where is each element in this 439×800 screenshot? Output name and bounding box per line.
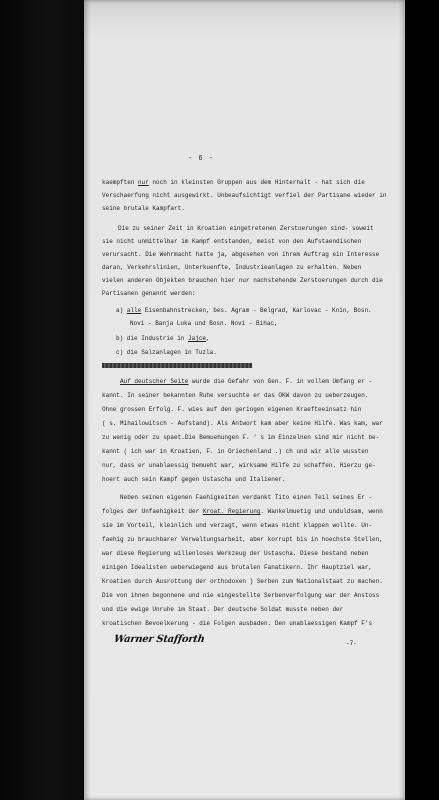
paragraph-1 [102,176,386,215]
underlined-word: nur [138,179,149,186]
text-segment: a) [116,307,127,314]
text-segment: . Wankelmuetig und unduldsam, wenn [260,508,383,515]
text-line: und die ewige Unruhe im Staat. Der deutsche Soldat musste neben der [102,606,344,613]
underlined-phrase: Kroat. Regierung [202,508,261,515]
text-segment: wurde die Gefahr von Gen. F. in vollem Umfang er - [188,378,373,385]
text-line: war diese Regierung willenloses Werkzeug der Ustascha. Diese bestand neben [102,550,369,557]
struck-out-line [102,363,252,368]
list-item-c [116,346,217,359]
list-item-a [116,304,372,330]
handwritten-signature: Warner Stafforth [113,634,206,645]
text-line: hoert auch sein Kampf gegen Ustascha und Italiener. [102,476,286,483]
text-segment: kaempften [102,179,139,186]
text-line: c) die Salzanlagen in Tuzla. [116,349,217,356]
text-line [102,505,383,519]
text-segment: , [206,335,210,342]
text-line: kroatischen Bevoelkerung - die Folgen ausbaden. Den unablaessigen Kampf F's [102,620,373,627]
text-line [116,304,372,317]
text-line: sie im Vorteil, kleinlich und verzagt, wenn etwas nicht klappen wollte. Un- [102,522,373,529]
text-line: vielen anderen Objekten brauchen hier nur nachstehende Zerstoerungen durch die [102,277,383,284]
text-line: ( s. Mihailowitsch - Aufstand). Als Antwort kam aber keine Hilfe. Was kam, war [102,420,383,427]
text-line: Die zu seiner Zeit in Kroatien eingetretenen Zerstoerungen sind- soweit [118,225,374,232]
text-line: verursacht. Die Wehrmacht hatte ja, abgesehen von ihrem Auftrag ein Interesse [102,251,380,258]
underlined-word: Jajce [188,335,207,342]
scan-border-left [0,0,84,800]
text-line: nur, dass er unablaessig bemueht war, wirksame Hilfe zu schaffen. Hierzu ge- [102,462,376,469]
text-line: Neben seinen eigenen Faehigkeiten verdankt Tito einen Teil seines Er - [120,494,373,501]
underlined-phrase: Auf deutscher Seite [120,378,189,385]
underlined-word: alle [126,307,142,314]
text-line: kannt ( ich war in Kroatien, F. in Griechenland .) ch und wir alle wussten [102,448,369,455]
page-number-header: - 6 - [188,155,215,163]
next-page-number: -7- [346,640,357,647]
paragraph-4 [102,491,383,631]
text-line: faehig zu brauchbarer Verwaltungsarbeit, aber korrupt bis in hoechste Stellen, [102,536,383,543]
text-line: Partisanen genannt werden: [102,290,196,297]
text-line: daran, Verkehrslinien, Unterkuenfte, Industrieanlagen zu erhalten. Neben [102,264,362,271]
text-line: Verschaerfung nicht ausgewirkt. Unbeaufsichtigt verfiel der Partisane wieder in [102,192,387,199]
text-line: Novi - Banja Luka und Bosn. Novi - Bihac, [130,320,278,327]
list-item-b [116,332,210,345]
text-line: Die von ihnen begonnene und nie eingestellte Serbenverfolgung war der Anstoss [102,592,380,599]
text-segment: b) die Industrie in [116,335,189,342]
text-segment: Eisenbahnstrecken, bes. Agram - Belgrad, Karlovac - Knin, Bosn. [141,307,372,314]
text-line: zu wenig oder zu spaet.Die Bemuehungen F. ' s im Einzelnen sind mir nicht be- [102,434,380,441]
text-segment: folges der Unfaehigkeit der [102,508,203,515]
paragraph-3 [102,375,383,487]
text-line: einigen Idealisten ueberwiegend aus brutalen Fanatikern. Ihr Hauptziel war, [102,564,373,571]
text-line: Ohne grossen Erfolg. F. wies auf den geringen eigenen Kraefteeinsatz hin [102,406,362,413]
text-line: Kroatien durch Ausrottung der orthodoxen ) Serben zum Nationalstaat zu machen. [102,578,383,585]
text-line: kannt. In seiner bekannten Ruhe versuchte er das OKW davon zu ueberzeugen. [102,392,369,399]
text-line [102,176,386,189]
text-line [116,332,210,345]
text-line: sie nicht unmittelbar im Kampf entstanden, meist von den Aufstaendischen [102,238,362,245]
text-line: seine brutale Kampfart. [102,205,185,212]
text-line [102,375,383,389]
paragraph-2 [102,222,383,300]
text-segment: noch in kleinsten Gruppen aus dem Hinterhalt - hat sich die [148,179,365,186]
